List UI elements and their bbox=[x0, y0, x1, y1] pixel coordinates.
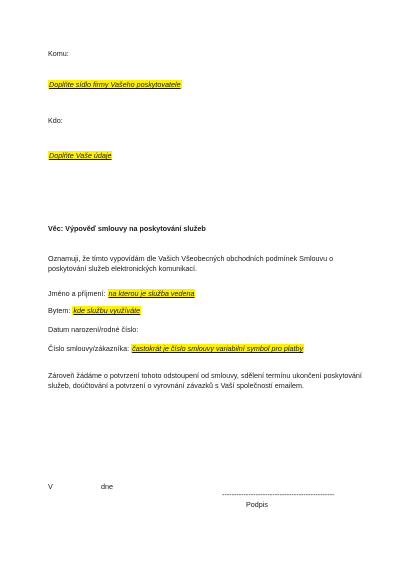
place-prefix: V bbox=[48, 482, 53, 491]
recipient-placeholder: Doplňte sídlo firmy Vašeho poskytovatele bbox=[49, 80, 181, 89]
date-word: dne bbox=[101, 482, 113, 491]
sender-label: Kdo: bbox=[48, 116, 63, 125]
birth-row bbox=[48, 325, 372, 335]
contract-hint: častokrát je číslo smlouvy variabilní symbol pro platby bbox=[132, 344, 304, 353]
residence-label: Bytem: bbox=[48, 306, 71, 315]
recipient-label: Komu: bbox=[48, 49, 69, 58]
residence-hint: kde službu využíváte bbox=[73, 306, 141, 315]
recipient-field bbox=[48, 80, 372, 90]
signature-label: Podpis bbox=[246, 500, 268, 509]
intro-paragraph: Oznamuji, že tímto vypovídám dle Vašich Všeobecných obchodních podmínek Smlouvu o poskytování služeb elektronických komunikací. bbox=[48, 254, 334, 274]
contract-label: Číslo smlouvy/zákazníka: bbox=[48, 344, 130, 353]
residence-row bbox=[48, 306, 372, 316]
name-row bbox=[48, 289, 372, 299]
contract-row bbox=[48, 344, 372, 354]
name-label: Jméno a příjmení: bbox=[48, 289, 106, 298]
name-hint: na kterou je služba vedena bbox=[108, 289, 195, 298]
closing-paragraph: Zároveň žádáme o potvrzení tohoto odstoupení od smlouvy, sdělení termínu ukončení poskytování služeb, doúčtování a potvrzení o vyrovnání závazků s Vaší společností emailem. bbox=[48, 371, 362, 391]
sender-field bbox=[48, 151, 372, 161]
sender-placeholder: Doplňte Vaše údaje bbox=[49, 151, 112, 160]
birth-label: Datum narození/rodné číslo: bbox=[48, 325, 139, 334]
signature-line: ----------------------------------------------- bbox=[222, 490, 335, 499]
subject-line: Věc: Výpověď smlouvy na poskytování služeb bbox=[48, 224, 206, 233]
